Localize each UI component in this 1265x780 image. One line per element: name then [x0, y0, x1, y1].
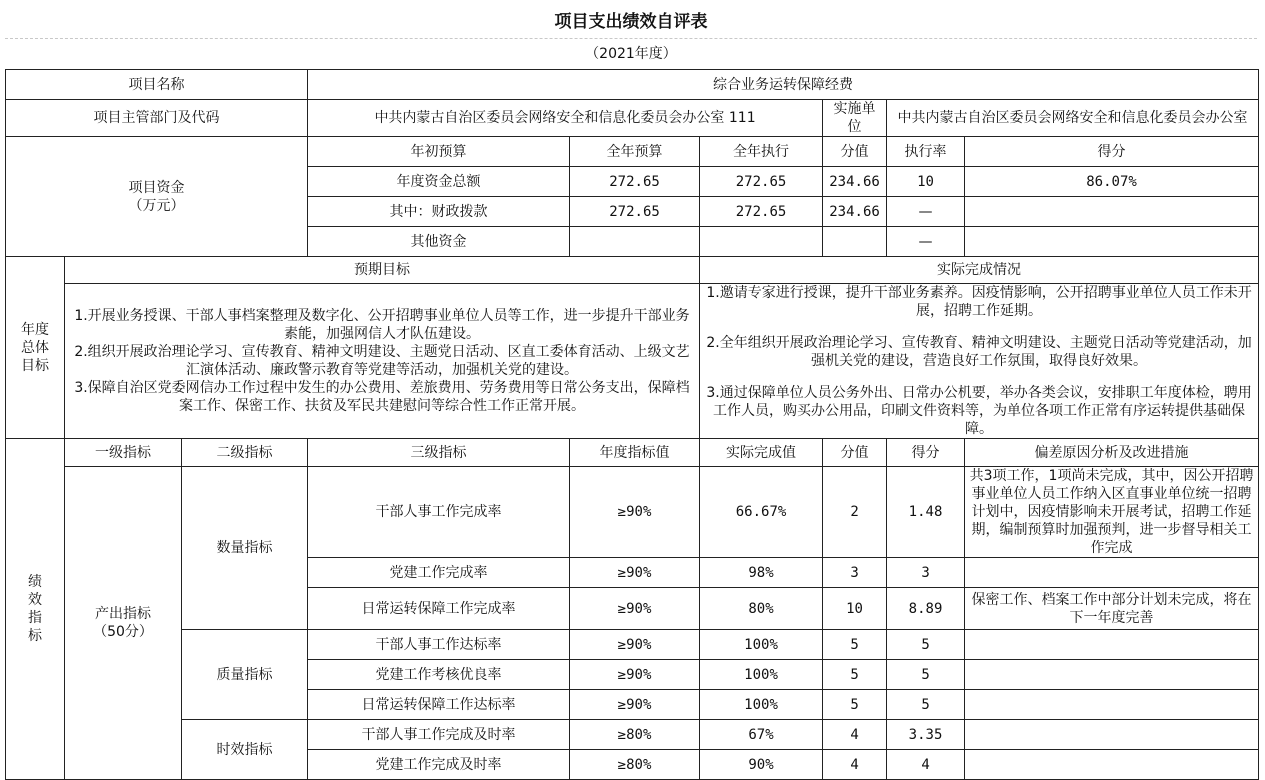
indicator-points: 3: [823, 558, 887, 588]
project-name-value: 综合业务运转保障经费: [308, 70, 1259, 100]
indicator-points: 4: [823, 750, 887, 780]
implementing-unit-value: 中共内蒙古自治区委员会网络安全和信息化委员会办公室: [887, 100, 1259, 137]
indicator-score: 5: [887, 630, 965, 660]
indicator-name: 党建工作完成率: [308, 558, 570, 588]
header-level3: 三级指标: [308, 439, 570, 467]
header-points: 分值: [823, 439, 887, 467]
quality-indicator-label: 质量指标: [182, 630, 308, 720]
funds-points: —: [887, 197, 965, 227]
deviation-note: [965, 630, 1259, 660]
indicator-name: 党建工作考核优良率: [308, 660, 570, 690]
funds-rate: [965, 197, 1259, 227]
goals-content-row: [6, 284, 1259, 439]
indicator-score: 5: [887, 690, 965, 720]
funds-initial: [570, 227, 700, 257]
deviation-note: [965, 750, 1259, 780]
funds-executed: 234.66: [823, 197, 887, 227]
department-value: 中共内蒙古自治区委员会网络安全和信息化委员会办公室 111: [308, 100, 823, 137]
indicator-row: [6, 720, 1259, 750]
indicator-score: 3: [887, 558, 965, 588]
funds-annual: 272.65: [700, 197, 823, 227]
deviation-note: [965, 690, 1259, 720]
indicator-score: 1.48: [887, 467, 965, 558]
funds-label: 项目资金 （万元）: [6, 137, 308, 257]
indicator-points: 5: [823, 630, 887, 660]
funds-header-annual: 全年预算: [570, 137, 700, 167]
department-row: [6, 100, 1259, 137]
deviation-note: [965, 558, 1259, 588]
funds-header-initial: 年初预算: [308, 137, 570, 167]
indicator-row: [6, 630, 1259, 660]
indicator-actual: 98%: [700, 558, 823, 588]
indicator-points: 5: [823, 690, 887, 720]
funds-header-row: [6, 137, 1259, 167]
project-name-row: [6, 70, 1259, 100]
project-name-label: 项目名称: [6, 70, 308, 100]
quantity-indicator-label: 数量指标: [182, 467, 308, 630]
indicator-row: [6, 467, 1259, 558]
indicator-points: 2: [823, 467, 887, 558]
indicator-points: 4: [823, 720, 887, 750]
funds-points: 10: [887, 167, 965, 197]
deviation-note: 共3项工作，1项尚未完成，其中，因公开招聘事业单位人员工作纳入区直事业单位统一招聘计划中，因疫情影响未开展考试，招聘工作延期，编制预算时加强预判，进一步督导相关工作完成: [965, 467, 1259, 558]
indicator-score: 4: [887, 750, 965, 780]
funds-header-executed: 全年执行: [700, 137, 823, 167]
funds-executed: [823, 227, 887, 257]
indicator-actual: 90%: [700, 750, 823, 780]
actual-completion-text: 1.邀请专家进行授课，提升干部业务素养。因疫情影响，公开招聘事业单位人员工作未开展，招聘工作延期。 2.全年组织开展政治理论学习、宣传教育、精神文明建设、主题党日活动等党建活动，加强机关党的建设，营造良好工作氛围，取得良好效果。 3.通过保障单位人员公务外出、日常办公机要，举办各类会议，安排职工年度体检，聘用工作人员，购买办公用品，印刷文件资料等，为单位各项工作正常有序运转提供基础保障。: [700, 284, 1259, 439]
funds-initial: 272.65: [570, 197, 700, 227]
header-deviation: 偏差原因分析及改进措施: [965, 439, 1259, 467]
timeliness-indicator-label: 时效指标: [182, 720, 308, 780]
indicator-target: ≥80%: [570, 750, 700, 780]
header-target: 年度指标值: [570, 439, 700, 467]
funds-row-label: 其中：财政拨款: [308, 197, 570, 227]
funds-initial: 272.65: [570, 167, 700, 197]
funds-header-rate: 执行率: [887, 137, 965, 167]
deviation-note: [965, 720, 1259, 750]
goals-header-row: [6, 257, 1259, 284]
goals-label: 年度 总体 目标: [6, 257, 65, 439]
output-indicator-label: 产出指标 （50分）: [65, 467, 182, 780]
header-score: 得分: [887, 439, 965, 467]
indicator-name: 干部人事工作完成及时率: [308, 720, 570, 750]
indicator-name: 干部人事工作达标率: [308, 630, 570, 660]
indicators-header-row: [6, 439, 1259, 467]
indicator-name: 党建工作完成及时率: [308, 750, 570, 780]
indicator-actual: 67%: [700, 720, 823, 750]
indicator-target: ≥90%: [570, 558, 700, 588]
indicator-target: ≥90%: [570, 588, 700, 630]
funds-row-label: 其他资金: [308, 227, 570, 257]
funds-row-label: 年度资金总额: [308, 167, 570, 197]
indicator-target: ≥90%: [570, 467, 700, 558]
indicator-actual: 100%: [700, 660, 823, 690]
funds-header-score: 得分: [965, 137, 1259, 167]
indicator-actual: 100%: [700, 690, 823, 720]
indicator-actual: 100%: [700, 630, 823, 660]
deviation-note: [965, 660, 1259, 690]
funds-rate: [965, 227, 1259, 257]
indicator-name: 日常运转保障工作完成率: [308, 588, 570, 630]
header-actual: 实际完成值: [700, 439, 823, 467]
indicator-name: 日常运转保障工作达标率: [308, 690, 570, 720]
indicator-score: 3.35: [887, 720, 965, 750]
expected-goals-text: 1.开展业务授课、干部人事档案整理及数字化、公开招聘事业单位人员等工作，进一步提升干部业务素能，加强网信人才队伍建设。 2.组织开展政治理论学习、宣传教育、精神文明建设、主题党日活动、区直工委体育活动、上级文艺汇演体活动、廉政警示教育等党建等活动，加强机关党的建设。 3.保障自治区党委网信办工作过程中发生的办公费用、差旅费用、劳务费用等日常公务支出，保障档案工作、保密工作、扶贫及军民共建慰问等综合性工作正常开展。: [65, 284, 700, 439]
indicator-actual: 80%: [700, 588, 823, 630]
funds-executed: 234.66: [823, 167, 887, 197]
indicator-target: ≥90%: [570, 690, 700, 720]
header-level2: 二级指标: [182, 439, 308, 467]
evaluation-table: [5, 69, 1259, 780]
indicator-target: ≥80%: [570, 720, 700, 750]
indicator-name: 干部人事工作完成率: [308, 467, 570, 558]
indicator-target: ≥90%: [570, 630, 700, 660]
indicator-score: 8.89: [887, 588, 965, 630]
funds-rate: 86.07%: [965, 167, 1259, 197]
funds-annual: 272.65: [700, 167, 823, 197]
indicator-points: 5: [823, 660, 887, 690]
indicator-points: 10: [823, 588, 887, 630]
funds-header-points: 分值: [823, 137, 887, 167]
page-title: 项目支出绩效自评表: [5, 5, 1257, 39]
indicators-label: 绩 效 指 标: [6, 439, 65, 780]
actual-completion-header: 实际完成情况: [700, 257, 1259, 284]
indicator-target: ≥90%: [570, 660, 700, 690]
funds-annual: [700, 227, 823, 257]
funds-points: —: [887, 227, 965, 257]
report-year: （2021年度）: [585, 46, 677, 62]
indicator-actual: 66.67%: [700, 467, 823, 558]
implementing-unit-label: 实施单位: [823, 100, 887, 137]
expected-goals-header: 预期目标: [65, 257, 700, 284]
deviation-note: 保密工作、档案工作中部分计划未完成，将在下一年度完善: [965, 588, 1259, 630]
department-label: 项目主管部门及代码: [6, 100, 308, 137]
header-level1: 一级指标: [65, 439, 182, 467]
indicator-score: 5: [887, 660, 965, 690]
